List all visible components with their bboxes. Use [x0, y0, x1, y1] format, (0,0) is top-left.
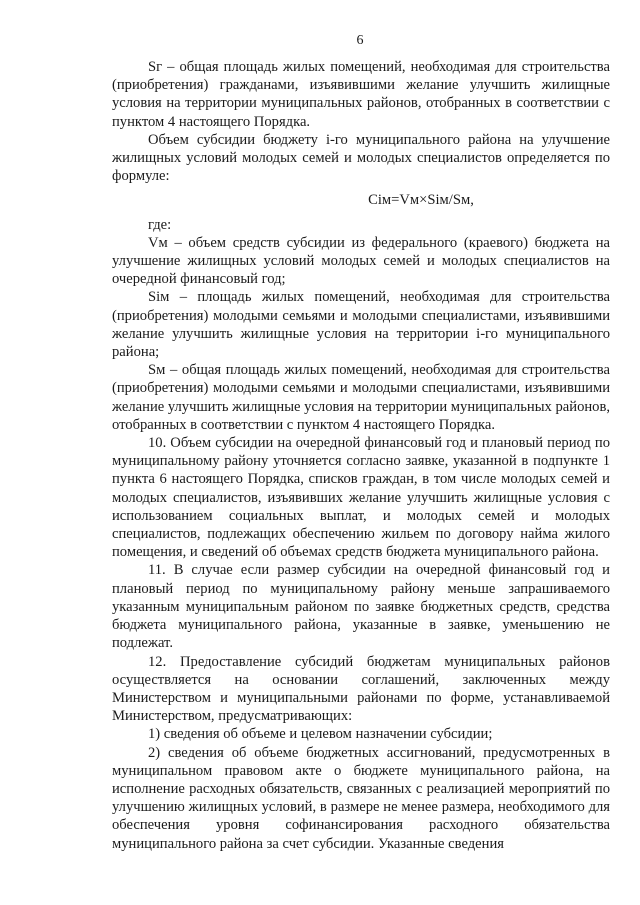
paragraph-item-12: 12. Предоставление субсидий бюджетам муниципальных районов осуществляется на основании соглашений, заключенных между Министерством и муниципальными районами по форме, устанавливаемой Министерством, предусматривающих:: [112, 653, 610, 725]
paragraph-sm-definition: Sм – общая площадь жилых помещений, необходимая для строительства (приобретения) молодыми семьями и молодыми специалистами, изъявившими желание улучшить жилищные условия на территории муниципальных районов, отобранных в соответствии с пунктом 4 настоящего Порядка.: [112, 362, 611, 433]
paragraph-subsidy-formula-intro: Объем субсидии бюджету i-го муниципального района на улучшение жилищных условий молодых семей и молодых специалистов определяется по формуле:: [112, 131, 610, 185]
formula: Ciм=Vм×Siм/Sм,: [368, 192, 474, 209]
paragraph-sim-definition: Siм – площадь жилых помещений, необходимая для строительства (приобретения) молодыми семьями и молодыми специалистами, изъявившими желание улучшить жилищные условия на территории i-го муниципального района;: [112, 289, 610, 361]
paragraph-item-11: 11. В случае если размер субсидии на очередной финансовый год и плановый период по муниципальному району меньше запрашиваемого указанным муниципальным районом по заявке бюджетных средств, средства бюджета муниципального района, указанные в заявке, уменьшению не подлежат.: [112, 562, 610, 652]
paragraph-where: где:: [148, 216, 172, 233]
page-number: 6: [356, 33, 364, 48]
document-body: [112, 58, 610, 853]
paragraph-subitem-1: 1) сведения об объеме и целевом назначении субсидии;: [148, 726, 493, 743]
paragraph-vm-definition: Vм – объем средств субсидии из федерального (краевого) бюджета на улучшение жилищных условий молодых семей и молодых специалистов на очередной финансовый год;: [112, 234, 610, 288]
paragraph-subitem-2: 2) сведения об объеме бюджетных ассигнований, предусмотренных в муниципальном правовом акте о бюджете муниципального района, на исполнение расходных обязательств, связанных с реализацией мероприятий по улучшению жилищных условий, в размере не менее размера, необходимого для обеспечения уровня софинансирования расходного обязательства муниципального района за счет субсидии. Указанные сведения: [112, 744, 610, 852]
paragraph-sg-definition: Sг – общая площадь жилых помещений, необходимая для строительства (приобретения) гражданами, изъявившими желание улучшить жилищные условия на территории муниципальных районов, отобранных в соответствии с пунктом 4 настоящего Порядка.: [112, 59, 610, 130]
paragraph-item-10: 10. Объем субсидии на очередной финансовый год и плановый период по муниципальному району уточняется согласно заявке, указанной в подпункте 1 пункта 6 настоящего Порядка, списков граждан, в том числе молодых семей и молодых специалистов, изъявивших желание улучшить жилищные условия с использованием социальных выплат, и молодых семей и молодых специалистов, подлежащих обеспечению жильем по договору найма жилого помещения, и сведений об объемах средств бюджета муниципального района.: [112, 435, 610, 561]
